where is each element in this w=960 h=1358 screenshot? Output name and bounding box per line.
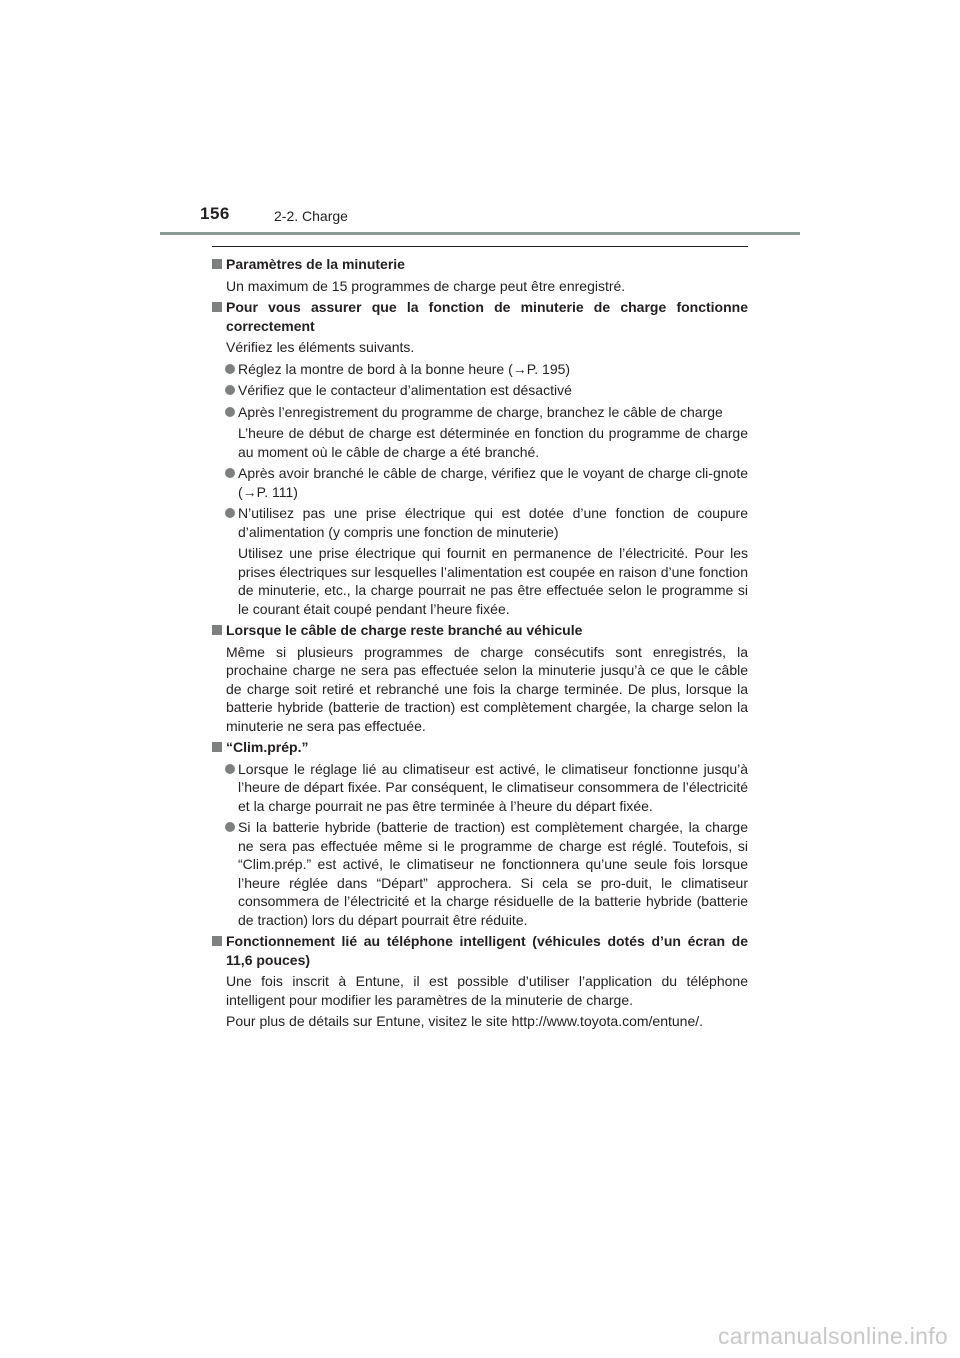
list-item (212, 464, 748, 501)
square-bullet-icon (212, 625, 222, 635)
list-item-text: N’utilisez pas une prise électrique qui est dotée d’une fonction de coupure d’alimentation (y compris une fonction de minuterie) (238, 505, 748, 540)
paragraph: Vérifiez les éléments suivants. (226, 339, 415, 355)
circle-bullet-icon (225, 822, 235, 832)
list-item-text: Après l’enregistrement du programme de charge, branchez le câble de charge (238, 403, 723, 420)
content (212, 255, 748, 1031)
square-bullet-icon (212, 302, 222, 312)
circle-bullet-icon (225, 364, 235, 374)
list-item (212, 381, 748, 400)
circle-bullet-icon (225, 468, 235, 478)
content-rule (212, 246, 748, 247)
list-item-text: Si la batterie hybride (batterie de traction) est complètement chargée, la charge ne sera pas effectuée même si le programme de charge est réglé. Toutefois, si “Clim.prép.” est activé, le climatiseur ne fonctionnera qu’une seule fois lorsque l’heure réglée dans “Départ” approchera. Si cela se pro-duit, le climatiseur consommera de l’électricité et la charge résiduelle de la batterie hybride (batterie de traction) lors du départ pourrait être réduite. (238, 819, 748, 928)
circle-bullet-icon (225, 508, 235, 518)
paragraph: Un maximum de 15 programmes de charge peut être enregistré. (226, 277, 626, 294)
heading-telephone (212, 932, 748, 969)
square-bullet-icon (212, 742, 222, 752)
heading-text: Lorsque le câble de charge reste branché au véhicule (226, 622, 583, 638)
square-bullet-icon (212, 259, 222, 269)
list-item-text: Lorsque le réglage lié au climatiseur est activé, le climatiseur fonctionne jusqu’à l’heure de départ fixée. Par conséquent, le climatiseur consommera de l’électricité et la charge pourrait ne pas être terminée à l’heure du départ fixée. (238, 760, 748, 814)
list-item (212, 760, 748, 816)
paragraph: Pour plus de détails sur Entune, visitez le site http://www.toyota.com/entune/. (226, 1013, 704, 1029)
heading-minuterie-fonctionne (212, 298, 748, 335)
list-item (212, 360, 748, 379)
heading-cable-branche (212, 621, 748, 640)
heading-text: Paramètres de la minuterie (226, 256, 405, 272)
heading-text: “Clim.prép.” (226, 739, 309, 755)
heading-text: Pour vous assurer que la fonction de minuterie de charge fonctionne correctement (226, 299, 748, 334)
list-item-note: Utilisez une prise électrique qui fournit en permanence de l’électricité. Pour les prises électriques sur lesquelles l’alimentation est coupée en raison d’une fonction de minuterie, etc., la charge pourrait ne pas être effectuée selon le programme si le courant était coupé pendant l’heure fixée. (238, 545, 748, 617)
paragraph: Même si plusieurs programmes de charge consécutifs sont enregistrés, la prochaine charge ne sera pas effectuée selon la minuterie jusqu’à ce que le câble de charge soit retiré et rebranché une fois la charge terminée. De plus, lorsque la batterie hybride (batterie de traction) est complètement chargée, la charge selon la minuterie ne sera pas effectuée. (226, 643, 748, 734)
list-item (212, 403, 748, 422)
header-rule (160, 232, 800, 235)
circle-bullet-icon (225, 385, 235, 395)
heading-minuterie (212, 255, 748, 274)
heading-clim-prep (212, 738, 748, 757)
list-item (212, 818, 748, 929)
list-item-text: Vérifiez que le contacteur d’alimentation est désactivé (238, 382, 572, 398)
circle-bullet-icon (225, 764, 235, 774)
list-item-note: L’heure de début de charge est déterminée en fonction du programme de charge au moment où le câble de charge a été branché. (238, 425, 748, 460)
list-item (212, 504, 748, 541)
circle-bullet-icon (225, 407, 235, 417)
list-item-text: Réglez la montre de bord à la bonne heure (→P. 195) (238, 360, 571, 377)
page-number: 156 (200, 204, 230, 223)
paragraph: Une fois inscrit à Entune, il est possible d’utiliser l’application du téléphone intelligent pour modifier les paramètres de la minuterie de charge. (226, 973, 748, 1008)
section-title: 2-2. Charge (274, 208, 348, 224)
list-item-text: Après avoir branché le câble de charge, vérifiez que le voyant de charge cli-gnote (→P. 111) (238, 465, 748, 500)
heading-text: Fonctionnement lié au téléphone intelligent (véhicules dotés d’un écran de 11,6 pouces) (226, 933, 748, 968)
watermark: carmanualsonline.info (717, 1323, 948, 1349)
square-bullet-icon (212, 936, 222, 946)
